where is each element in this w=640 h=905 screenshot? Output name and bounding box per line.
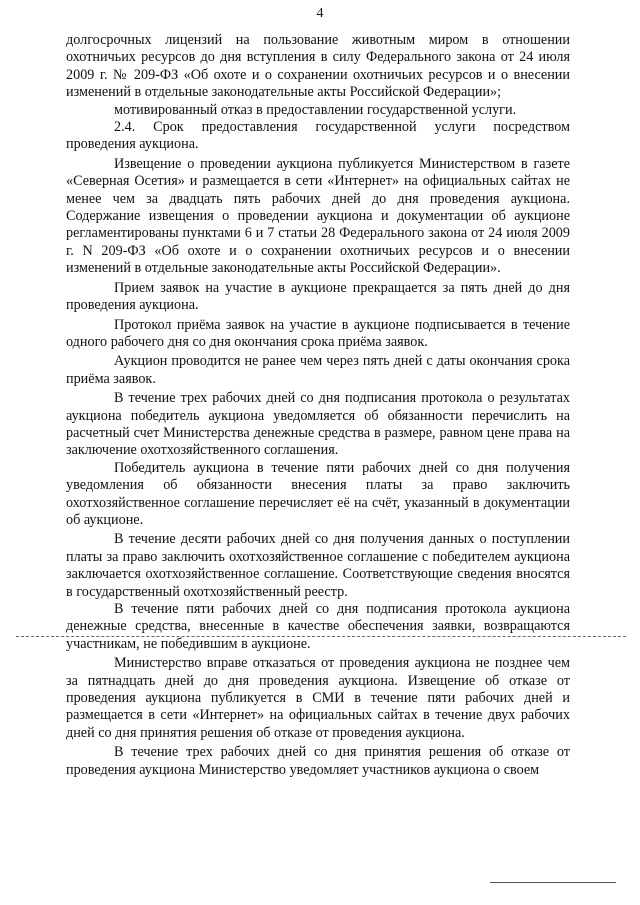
paragraph-8: В течение трех рабочих дней со дня подписания протокола о результатах аукциона победитель аукциона уведомляется об обязанности перечислить на расчетный счет Министерства денежные средства в размере, равном цене права на заключение охотхозяйственного соглашения.	[66, 390, 570, 459]
paragraph-10: В течение десяти рабочих дней со дня получения данных о поступлении платы за право заключить охотхозяйственное соглашение с победителем аукциона заключается охотхозяйственное соглашение. Соответствующие сведения вносятся в государственный охотхозяйственный реестр.	[66, 531, 570, 600]
paragraph-7: Аукцион проводится не ранее чем через пять дней с даты окончания срока приёма заявок.	[66, 353, 570, 387]
paragraph-4: Извещение о проведении аукциона публикуется Министерством в газете «Северная Осетия» и размещается в сети «Интернет» на официальных сайтах не менее чем за двадцать пять рабочих дней до дня проведения аукциона. Содержание извещения о проведении аукциона и документации об аукционе регламентированы пунктами 6 и 7 статьи 28 Федерального закона от 24 июля 2009 г. N 209-ФЗ «Об охоте и о сохранении охотничьих ресурсов и о внесении изменений в отдельные законодательные акты Российской Федерации».	[66, 155, 570, 277]
paragraph-12: Министерство вправе отказаться от проведения аукциона не позднее чем за пятнадцать дней до дня проведения аукциона. Извещение об отказе от проведения аукциона публикуется в СМИ в течение пяти рабочих дней и размещается в сети «Интернет» на официальных сайтах в течение двух рабочих дней со дня принятия решения об отказе от проведения аукциона.	[66, 655, 570, 741]
paragraph-11: В течение пяти рабочих дней со дня подписания протокола аукциона денежные средства, внесенные в качестве обеспечения заявки, возвращаются участникам, не победившим в аукционе.	[66, 601, 570, 652]
paragraph-9: Победитель аукциона в течение пяти рабочих дней со дня получения уведомления об обязанности внесения платы за право заключить охотхозяйственное соглашение перечисляет её на счёт, указанный в документации об аукционе.	[66, 459, 570, 528]
document-body	[66, 32, 570, 779]
paragraph-13: В течение трех рабочих дней со дня принятия решения об отказе от проведения аукциона Министерство уведомляет участников аукциона о своем	[66, 744, 570, 778]
paragraph-2: мотивированный отказ в предоставлении государственной услуги.	[114, 101, 517, 118]
paragraph-3: 2.4. Срок предоставления государственной услуги посредством проведения аукциона.	[66, 119, 570, 153]
paragraph-1: долгосрочных лицензий на пользование животным миром в отношении охотничьих ресурсов до дня вступления в силу Федерального закона от 24 июля 2009 г. № 209-ФЗ «Об охоте и о сохранении охотничьих ресурсов и о внесении изменений в отдельные законодательные акты Российской Федерации»;	[66, 32, 570, 101]
paragraph-6: Протокол приёма заявок на участие в аукционе подписывается в течение одного рабочего дня со дня окончания срока приёма заявок.	[66, 316, 570, 350]
page-number: 4	[316, 6, 324, 21]
dashed-divider-line	[16, 636, 626, 637]
paragraph-5: Прием заявок на участие в аукционе прекращается за пять дней до дня проведения аукциона.	[66, 279, 570, 314]
bottom-margin-line	[490, 882, 616, 883]
